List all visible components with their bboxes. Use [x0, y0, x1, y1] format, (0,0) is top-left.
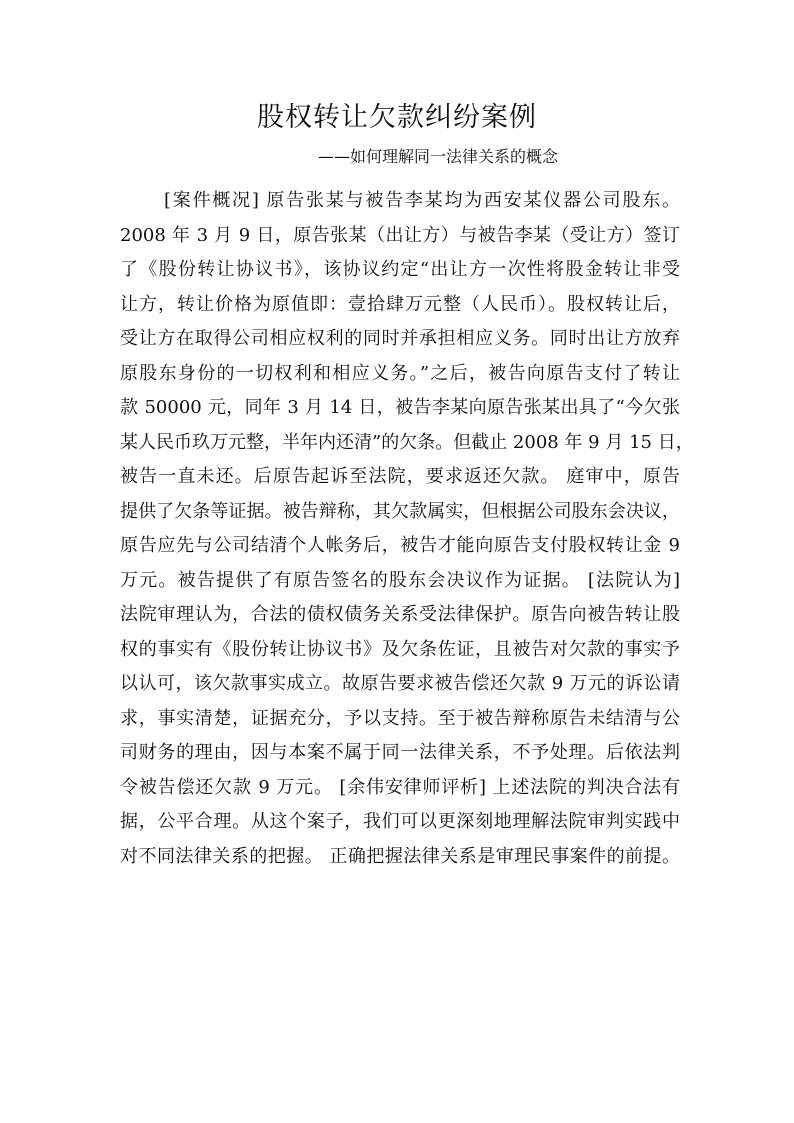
body-line: 对不同法律关系的把握。 正确把握法律关系是审理民事案件的前提。 [120, 845, 680, 867]
body-line: 令被告偿还欠款 9 万元。 [余伟安律师评析] 上述法院的判决合法有 [120, 776, 680, 798]
body-line: [案件概况] 原告张某与被告李某均为西安某仪器公司股东。 [164, 190, 680, 211]
body-line: 某人民币玖万元整，半年内还清”的欠条。但截止 2008 年 9 月 15 日， [120, 431, 694, 453]
body-line: 受让方在取得公司相应权利的同时并承担相应义务。同时出让方放弃 [120, 328, 680, 349]
document-subtitle: ——如何理解同一法律关系的概念 [318, 147, 559, 166]
body-line: 让方，转让价格为原值即：壹拾肆万元整（人民币）。股权转让后， [120, 293, 680, 315]
body-line: 司财务的理由，因与本案不属于同一法律关系，不予处理。后依法判 [120, 742, 680, 763]
body-line: 求，事实清楚，证据充分，予以支持。至于被告辩称原告未结清与公 [120, 707, 680, 729]
document-body [120, 184, 694, 874]
body-line: 法院审理认为，合法的债权债务关系受法律保护。原告向被告转让股 [120, 604, 680, 625]
body-line: 原告应先与公司结清个人帐务后，被告才能向原告支付股权转让金 9 [120, 535, 680, 556]
body-line: 被告一直未还。后原告起诉至法院，要求返还欠款。 庭审中，原告 [120, 466, 680, 487]
body-line: 以认可，该欠款事实成立。故原告要求被告偿还欠款 9 万元的诉讼请 [120, 673, 680, 694]
body-line: 款 50000 元，同年 3 月 14 日，被告李某向原告张某出具了“今欠张 [120, 397, 680, 418]
document-title: 股权转让欠款纠纷案例 [257, 102, 537, 133]
body-line: 据，公平合理。从这个案子，我们可以更深刻地理解法院审判实践中 [120, 811, 680, 832]
body-line: 原股东身份的一切权利和相应义务。”之后，被告向原告支付了转让 [120, 362, 680, 384]
body-line: 了《股份转让协议书》，该协议约定“出让方一次性将股金转让非受 [120, 259, 680, 280]
body-line: 权的事实有《股份转让协议书》及欠条佐证，且被告对欠款的事实予 [120, 638, 680, 660]
body-line: 万元。被告提供了有原告签名的股东会决议作为证据。 [法院认为] [120, 569, 680, 591]
body-line: 2008 年 3 月 9 日，原告张某（出让方）与被告李某（受让方）签订 [120, 224, 680, 246]
body-line: 提供了欠条等证据。被告辩称，其欠款属实，但根据公司股东会决议， [120, 500, 680, 522]
